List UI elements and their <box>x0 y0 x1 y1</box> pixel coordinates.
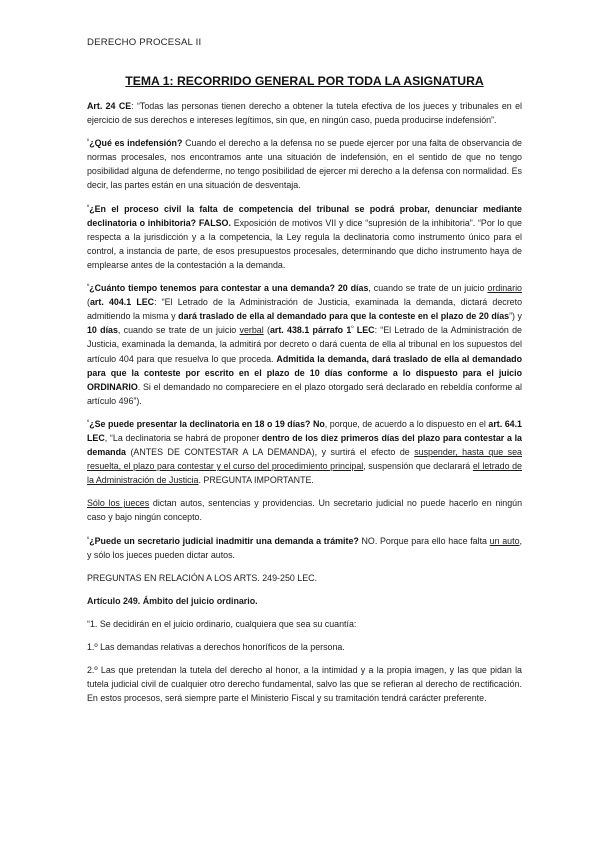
paragraph-text: Cuando el derecho a la defensa no se puede ejercer por una falta de observancia de normas procesales, nos encontramos ante una situación de indefensión, en el sentido de que no tengo posibilidad alguna de defenderme, no tengo posibilidad de ejercer mi derecho a la defensa con normalidad. Es decir, las partes están en una situación de desventaja. <box>87 138 522 191</box>
article-249-item-1: 1.º Las demandas relativas a derechos honoríficos de la persona. <box>87 642 345 652</box>
underlined-text: Sólo los jueces <box>87 498 150 509</box>
bullet-mark: º <box>87 419 90 426</box>
underlined-term: verbal <box>239 325 264 336</box>
question: ¿Qué es indefensión? <box>89 138 183 149</box>
article-249-item-2: 2.º Las que pretendan la tutela del derecho al honor, a la intimidad y a la propia imagen, y las que pidan la tutela judicial civil de cualquier otro derecho fundamental, salvo las que se refieran al derecho de rectificación. En estos procesos, será siempre parte el Ministerio Fiscal y su tramitación tendrá carácter preferente. <box>87 665 522 704</box>
text-segment: (ANTES DE CONTESTAR A LA DEMANDA), y surtirá el efecto de <box>125 447 415 458</box>
text-segment: . PREGUNTA IMPORTANTE. <box>198 475 314 486</box>
underlined-text: suspender, hasta que sea resuelta, el plazo para contestar y el curso del procedimiento principal <box>87 447 522 472</box>
text-segment: : “El Letrado de la Administración de Justicia, examinada la demanda, la admitirá por decreto o dará cuenta de ella al tribunal en los supuestos del artículo 404 para que resuelva lo que proceda. <box>87 325 522 364</box>
text-segment: , porque, de acuerdo a lo dispuesto en el <box>324 418 489 429</box>
paragraph-solo-jueces <box>87 496 522 524</box>
text-segment: ( <box>263 325 270 336</box>
article-reference: LEC <box>353 325 375 336</box>
page-header: DERECHO PROCESAL II <box>87 37 202 48</box>
question: ¿Se puede presentar la declinatoria en 18 o 19 días? No <box>89 418 325 429</box>
page-title: TEMA 1: RECORRIDO GENERAL POR TODA LA ASIGNATURA <box>125 74 484 88</box>
underlined-text: el letrado de la Administración de Justicia <box>87 461 522 486</box>
text-segment: ( <box>87 297 90 308</box>
paragraph-declinatoria <box>87 202 522 272</box>
bullet-mark: º <box>87 139 90 146</box>
text-segment: , “La declinatoria se habrá de proponer <box>104 432 262 443</box>
bold-text: dentro de los diez primeros días del plazo para contestar a la demanda <box>87 432 522 458</box>
paragraph-text: Exposición de motivos VII y dice “supresión de la inhibitoria”. “Por lo que respecta a la jurisdicción y a la competencia, la Ley regula la declinatoria como instrumento único para el control, a instancia de parte, de esos presupuestos procesales, determinando que dicho instrumento haya de emplearse antes de la contestación a la demanda. <box>87 217 522 270</box>
article-reference: art. 438.1 párrafo 1 <box>269 325 352 336</box>
section-heading-preguntas: PREGUNTAS EN RELACIÓN A LOS ARTS. 249-250 LEC. <box>87 572 318 583</box>
paragraph-plazo-contestar <box>87 281 522 408</box>
text-segment: ”) y <box>509 311 522 322</box>
text-segment: , y sólo los jueces pueden dictar autos. <box>87 535 522 560</box>
article-reference: Art. 24 CE <box>87 101 132 111</box>
article-249-intro: “1. Se decidirán en el juicio ordinario, cualquiera que sea su cuantía: <box>87 618 357 629</box>
paragraph-secretario-judicial <box>87 534 522 562</box>
text-segment: : “El Letrado de la Administración de Justicia, examinada la demanda, dictará decreto admitiendo la misma y <box>87 297 523 322</box>
text-segment: . Si el demandado no compareciere en el plazo otorgado será declarado en rebeldía conforme al artículo 496”). <box>87 381 522 406</box>
question: ¿Puede un secretario judicial inadmitir una demanda a trámite? <box>89 535 359 546</box>
paragraph-indefension <box>87 136 522 192</box>
question: ¿Cuánto tiempo tenemos para contestar a una demanda? 20 días <box>89 283 369 294</box>
bullet-mark: º <box>87 284 90 291</box>
bold-text: 10 días <box>87 325 118 336</box>
underlined-term: ordinario <box>487 283 522 294</box>
bullet-mark: º <box>87 204 90 211</box>
article-249-heading: Artículo 249. Ámbito del juicio ordinario. <box>87 595 258 606</box>
article-reference: art. 64.1 LEC <box>87 418 522 443</box>
text-segment: , cuando se trate de un juicio <box>368 283 488 294</box>
bold-text: dará traslado de ella al demandado para que la conteste en el plazo de 20 días <box>178 311 510 322</box>
text-segment: NO. Porque para ello hace falta <box>358 535 490 546</box>
ordinal-mark: º <box>351 326 354 333</box>
text-segment: , cuando se trate de un juicio <box>117 325 240 336</box>
underlined-term: un auto <box>489 535 520 546</box>
question: ¿En el proceso civil la falta de competencia del tribunal se podrá probar, denunciar mediante declinatoria o inhibitoria? FALSO. <box>87 203 522 228</box>
text-segment: , suspensión que declarará <box>363 461 473 472</box>
article-reference: art. 404.1 LEC <box>89 297 155 308</box>
paragraph-art-24-ce <box>87 99 522 127</box>
paragraph-text: dictan autos, sentencias y providencias. Un secretario judicial no puede hacerlo en ningún caso y bajo ningún concepto. <box>87 498 523 523</box>
bullet-mark: º <box>87 536 90 543</box>
paragraph-declinatoria-plazo <box>87 417 522 487</box>
paragraph-text: : “Todas las personas tienen derecho a obtener la tutela efectiva de los jueces y tribunales en el ejercicio de sus derechos e intereses legítimos, sin que, en ningún caso, pueda producirse indefensión”. <box>87 101 522 126</box>
bold-text: Admitida la demanda, dará traslado de ella al demandado para que la conteste por escrito en el plazo de 10 días conforme a lo dispuesto para el juicio ORDINARIO <box>87 353 522 392</box>
